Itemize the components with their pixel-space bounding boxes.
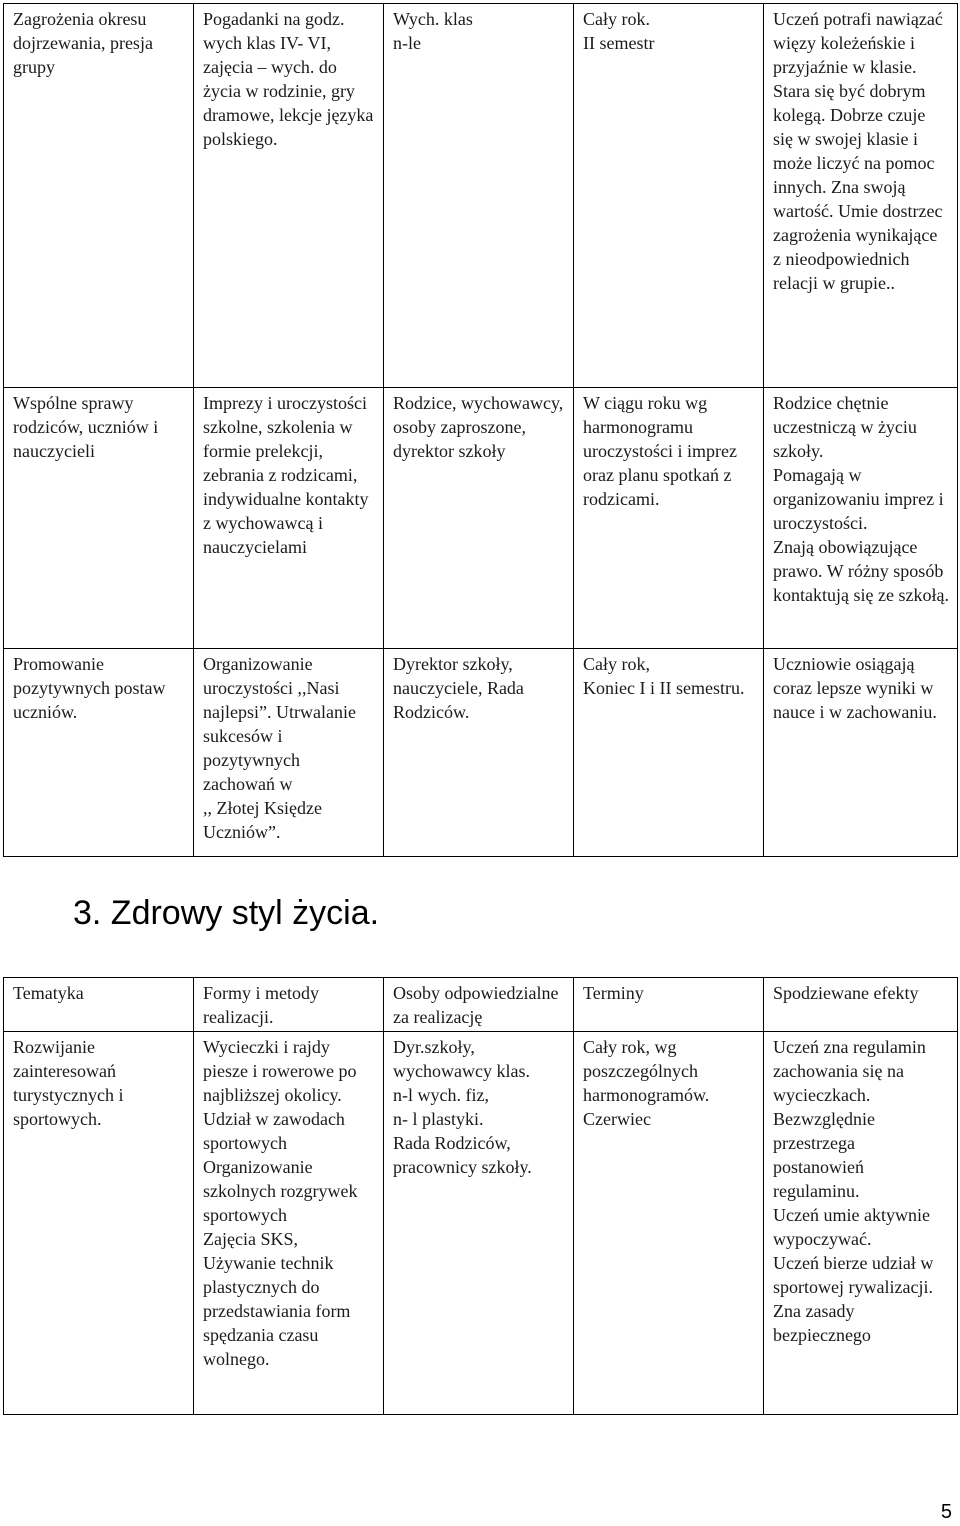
table-header-row bbox=[4, 978, 958, 1032]
cell-terminy: Cały rok. II semestr bbox=[574, 4, 764, 388]
cell-tematyka: Zagrożenia okresu dojrzewania, presja grupy bbox=[4, 4, 194, 388]
table-row bbox=[4, 649, 958, 857]
cell-formy: Imprezy i uroczystości szkolne, szkolenia w formie prelekcji, zebrania z rodzicami, indywidualne kontakty z wychowawcą i nauczycielami bbox=[194, 388, 384, 649]
cell-formy: Organizowanie uroczystości ,,Nasi najlepsi”. Utrwalanie sukcesów i pozytywnych zachowań w ,, Złotej Księdze Uczniów”. bbox=[194, 649, 384, 857]
section-title: 3. Zdrowy styl życia. bbox=[73, 894, 380, 932]
cell-terminy: W ciągu roku wg harmonogramu uroczystości i imprez oraz planu spotkań z rodzicami. bbox=[574, 388, 764, 649]
cell-formy: Pogadanki na godz. wych klas IV- VI, zajęcia – wych. do życia w rodzinie, gry dramowe, lekcje języka polskiego. bbox=[194, 4, 384, 388]
table-row bbox=[4, 4, 958, 388]
table-row bbox=[4, 388, 958, 649]
header-terminy: Terminy bbox=[574, 978, 764, 1032]
cell-efekty: Uczeń potrafi nawiązać więzy koleżeńskie i przyjaźnie w klasie. Stara się być dobrym kolegą. Dobrze czuje się w swojej klasie i może liczyć na pomoc innych. Zna swoją wartość. Umie dostrzec zagrożenia wynikające z nieodpowiednich relacji w grupie.. bbox=[764, 4, 958, 388]
cell-efekty: Uczeń zna regulamin zachowania się na wycieczkach. Bezwzględnie przestrzega postanowień regulaminu. Uczeń umie aktywnie wypoczywać. Uczeń bierze udział w sportowej rywalizacji. Zna zasady bezpiecznego bbox=[764, 1032, 958, 1415]
table-row bbox=[4, 1032, 958, 1415]
cell-osoby: Dyrektor szkoły, nauczyciele, Rada Rodziców. bbox=[384, 649, 574, 857]
cell-efekty: Rodzice chętnie uczestniczą w życiu szkoły. Pomagają w organizowaniu imprez i uroczystości. Znają obowiązujące prawo. W różny sposób kontaktują się ze szkołą. bbox=[764, 388, 958, 649]
header-formy: Formy i metody realizacji. bbox=[194, 978, 384, 1032]
cell-tematyka: Promowanie pozytywnych postaw uczniów. bbox=[4, 649, 194, 857]
page-number: 5 bbox=[940, 1501, 952, 1523]
header-osoby: Osoby odpowiedzialne za realizację bbox=[384, 978, 574, 1032]
header-efekty: Spodziewane efekty bbox=[764, 978, 958, 1032]
cell-formy: Wycieczki i rajdy piesze i rowerowe po najbliższej okolicy. Udział w zawodach sportowych Organizowanie szkolnych rozgrywek sportowych Zajęcia SKS, Używanie technik plastycznych do przedstawiania form spędzania czasu wolnego. bbox=[194, 1032, 384, 1415]
cell-osoby: Wych. klas n-le bbox=[384, 4, 574, 388]
cell-tematyka: Rozwijanie zainteresowań turystycznych i sportowych. bbox=[4, 1032, 194, 1415]
header-tematyka: Tematyka bbox=[4, 978, 194, 1032]
activities-table-1 bbox=[3, 3, 958, 857]
cell-terminy: Cały rok, Koniec I i II semestru. bbox=[574, 649, 764, 857]
cell-osoby: Dyr.szkoły, wychowawcy klas. n-l wych. fiz, n- l plastyki. Rada Rodziców, pracownicy szkoły. bbox=[384, 1032, 574, 1415]
cell-terminy: Cały rok, wg poszczególnych harmonogramów. Czerwiec bbox=[574, 1032, 764, 1415]
cell-osoby: Rodzice, wychowawcy, osoby zaproszone, dyrektor szkoły bbox=[384, 388, 574, 649]
cell-tematyka: Wspólne sprawy rodziców, uczniów i nauczycieli bbox=[4, 388, 194, 649]
cell-efekty: Uczniowie osiągają coraz lepsze wyniki w nauce i w zachowaniu. bbox=[764, 649, 958, 857]
activities-table-2 bbox=[3, 977, 958, 1415]
